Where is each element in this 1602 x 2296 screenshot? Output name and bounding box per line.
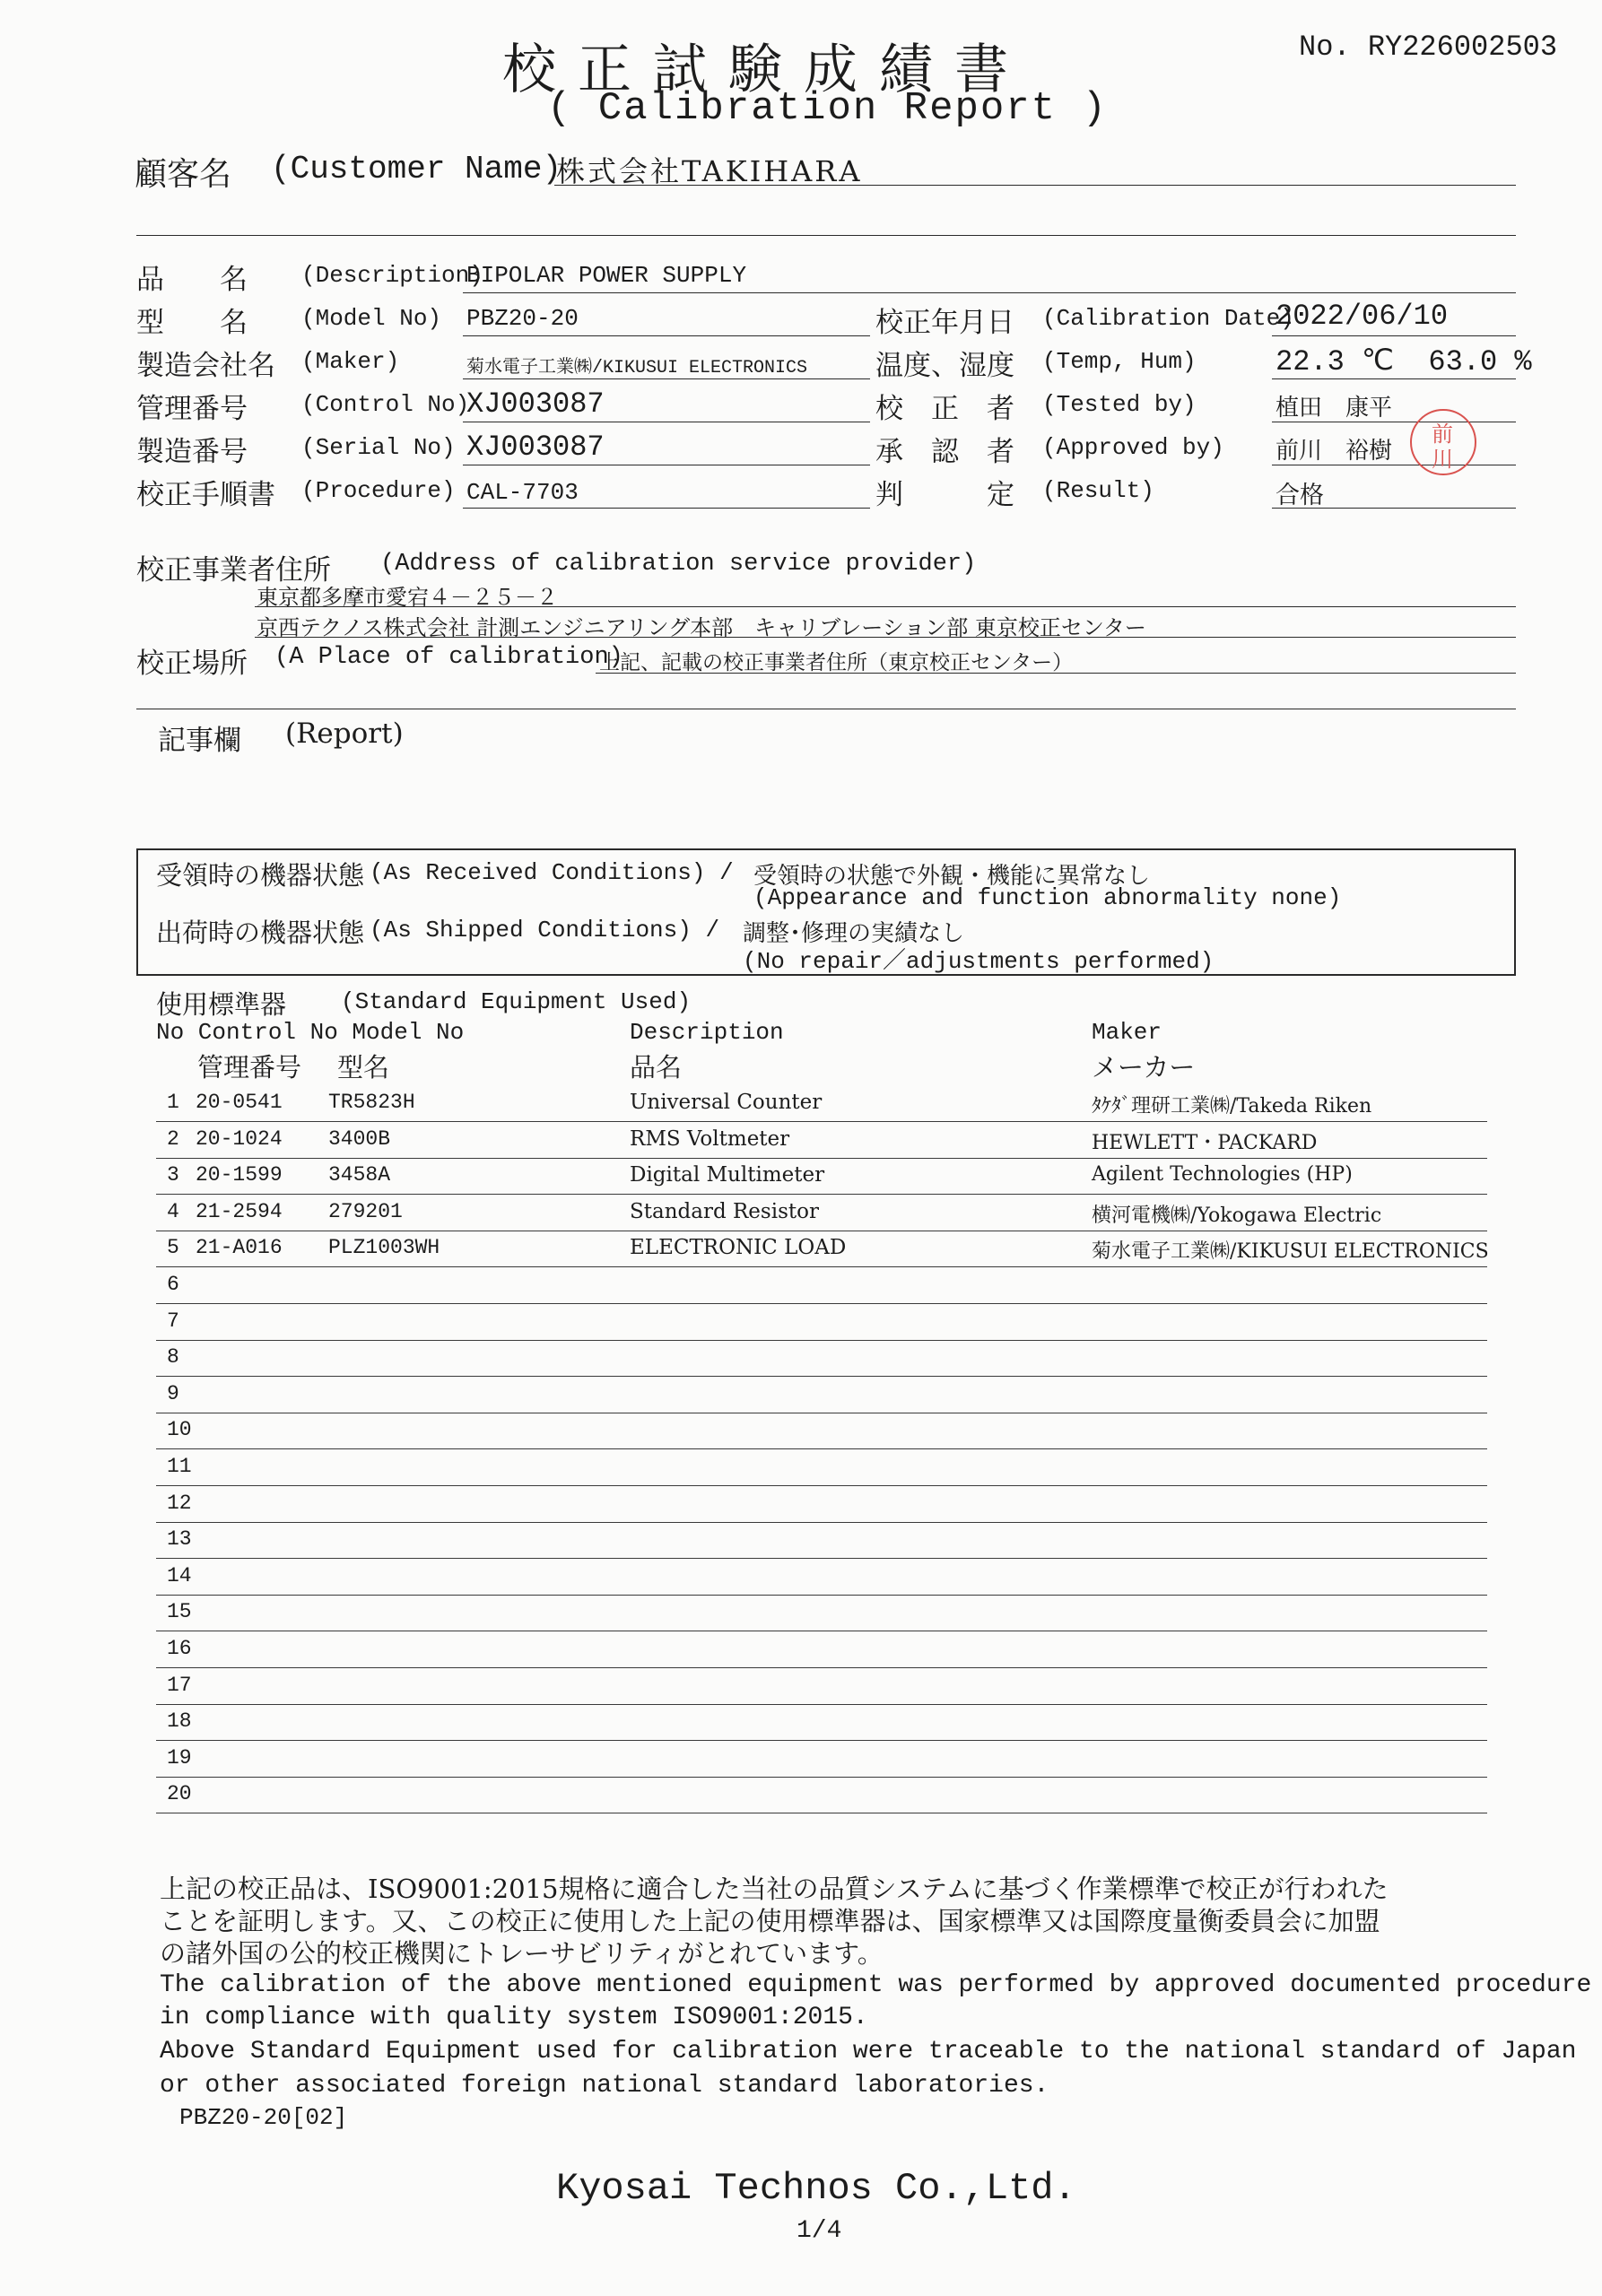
equipment-head-maker-en: Maker — [1092, 1019, 1162, 1046]
cell-no: 15 — [167, 1600, 192, 1623]
cell-no: 11 — [167, 1455, 192, 1478]
temphum-value: 22.3 ℃ 63.0 % — [1276, 345, 1532, 378]
cell-desc: ELECTRONIC LOAD — [630, 1236, 847, 1259]
cell-model: TR5823H — [328, 1091, 415, 1114]
footer-jp-line-2: ことを証明します。又、この校正に使用した上記の使用標準器は、国家標準又は国際度量衡委員会に加盟 — [160, 1906, 1380, 1936]
cell-control: 20-1599 — [196, 1163, 283, 1187]
equipment-head-control-jp: 管理番号 — [197, 1052, 302, 1083]
equipment-title-jp: 使用標準器 — [156, 989, 287, 1020]
report-number: No. RY226002503 — [1299, 30, 1558, 64]
table-row — [156, 1413, 1487, 1449]
seal-char-bottom: 川 — [1432, 447, 1453, 472]
serial-label-jp: 製造番号 — [136, 436, 248, 468]
model-label-jp: 型 名 — [136, 307, 248, 339]
shipped-label-en: (As Shipped Conditions) / — [370, 917, 720, 944]
document-title-jp: 校正試験成績書 — [502, 39, 1030, 101]
cell-maker: HEWLETT・PACKARD — [1092, 1132, 1318, 1154]
table-row — [156, 1522, 1487, 1559]
table-row — [156, 1085, 1487, 1122]
table-row — [156, 1340, 1487, 1377]
result-underline — [1272, 508, 1516, 509]
table-row — [156, 1704, 1487, 1741]
maker-label-jp: 製造会社名 — [136, 350, 275, 382]
equipment-head-desc-jp: 品名 — [630, 1052, 683, 1083]
procedure-underline — [463, 508, 870, 509]
caldate-label-jp: 校正年月日 — [875, 307, 1014, 339]
cell-control: 20-1024 — [196, 1127, 283, 1151]
table-row — [156, 1777, 1487, 1813]
testedby-label-en: (Tested by) — [1042, 391, 1197, 418]
serial-value: XJ003087 — [466, 430, 605, 464]
caldate-underline — [1272, 335, 1516, 336]
cell-model: PLZ1003WH — [328, 1236, 440, 1259]
cell-no: 6 — [167, 1273, 179, 1296]
table-row — [156, 1595, 1487, 1631]
section-divider — [136, 235, 1516, 236]
table-row — [156, 1449, 1487, 1486]
issuer-company: Kyosai Technos Co.,Ltd. — [556, 2167, 1076, 2210]
temphum-underline — [1272, 378, 1516, 379]
description-value: BIPOLAR POWER SUPPLY — [466, 262, 747, 289]
temphum-label-jp: 温度、湿度 — [875, 350, 1014, 382]
provider-address: 東京都多摩市愛宕４－２５－２ — [257, 585, 558, 610]
table-row — [156, 1631, 1487, 1668]
description-label-en: (Description) — [301, 262, 483, 289]
maker-label-en: (Maker) — [301, 348, 400, 375]
control-label-en: (Control No) — [301, 391, 470, 418]
control-value: XJ003087 — [466, 387, 605, 421]
equipment-title-en: (Standard Equipment Used) — [341, 988, 692, 1015]
testedby-value: 植田 康平 — [1276, 395, 1393, 422]
cell-no: 17 — [167, 1674, 192, 1697]
cell-no: 8 — [167, 1345, 179, 1369]
cell-desc: Standard Resistor — [630, 1200, 819, 1223]
maker-value: 菊水電子工業㈱/KIKUSUI ELECTRONICS — [466, 358, 808, 378]
cell-no: 18 — [167, 1709, 192, 1733]
table-row — [156, 1486, 1487, 1523]
cell-no: 7 — [167, 1309, 179, 1333]
table-row — [156, 1231, 1487, 1267]
table-row — [156, 1122, 1487, 1159]
place-label-jp: 校正場所 — [136, 648, 248, 680]
footer-jp-line-1: 上記の校正品は、ISO9001:2015規格に適合した当社の品質システムに基づく作業標準で校正が行われた — [160, 1874, 1389, 1904]
cell-model: 3400B — [328, 1127, 391, 1151]
caldate-label-en: (Calibration Date) — [1042, 305, 1294, 332]
table-row — [156, 1304, 1487, 1341]
table-row — [156, 1668, 1487, 1705]
form-code: PBZ20-20[02] — [179, 2104, 348, 2131]
equipment-head-model-jp: 型名 — [337, 1052, 390, 1083]
cell-no: 4 — [167, 1200, 179, 1223]
cell-no: 3 — [167, 1163, 179, 1187]
footer-jp-line-3: の諸外国の公的校正機関にトレーサビリティがとれています。 — [160, 1938, 884, 1969]
received-value-en: (Appearance and function abnormality none) — [753, 884, 1342, 911]
result-label-en: (Result) — [1042, 477, 1154, 504]
description-underline — [463, 292, 1516, 293]
provider-company: 京西テクノス株式会社 計測エンジニアリング本部 キャリブレーション部 東京校正センター — [257, 615, 1146, 640]
procedure-value: CAL-7703 — [466, 479, 579, 506]
caldate-value: 2022/06/10 — [1276, 300, 1449, 333]
cell-no: 1 — [167, 1091, 179, 1114]
cell-control: 21-2594 — [196, 1200, 283, 1223]
place-underline — [596, 673, 1516, 674]
result-value: 合格 — [1276, 482, 1324, 509]
equipment-head-en: No Control No Model No — [156, 1019, 465, 1046]
page-number: 1/4 — [797, 2217, 842, 2245]
place-value: 上記、記載の校正事業者住所（東京校正センター） — [599, 651, 1074, 674]
approvedby-label-jp: 承 認 者 — [875, 436, 1014, 468]
equipment-head-desc-en: Description — [630, 1019, 784, 1046]
procedure-label-jp: 校正手順書 — [136, 479, 275, 511]
received-value-jp: 受領時の状態で外観・機能に異常なし — [753, 863, 1151, 890]
provider-label-en: (Address of calibration service provider) — [380, 551, 977, 578]
cell-model: 3458A — [328, 1163, 391, 1187]
footer-en-line-4: or other associated foreign national standard laboratories. — [160, 2072, 1049, 2100]
footer-en-line-2: in compliance with quality system ISO9001:2015. — [160, 2004, 868, 2031]
shipped-value-jp: 調整･修理の実績なし — [743, 920, 965, 947]
footer-en-line-1: The calibration of the above mentioned equipment was performed by approved documented procedure — [160, 1971, 1592, 1999]
cell-no: 12 — [167, 1492, 192, 1515]
cell-model: 279201 — [328, 1200, 403, 1223]
cell-no: 14 — [167, 1564, 192, 1587]
temphum-label-en: (Temp, Hum) — [1042, 348, 1197, 375]
provider-company-underline — [255, 637, 1516, 638]
footer-en-line-3: Above Standard Equipment used for calibration were traceable to the national standard of Japan — [160, 2038, 1577, 2066]
cell-control: 20-0541 — [196, 1091, 283, 1114]
description-label-jp: 品 名 — [136, 264, 248, 296]
table-row — [156, 1158, 1487, 1195]
customer-label-jp: 顧客名 — [135, 156, 232, 193]
seal-char-top: 前 — [1432, 422, 1453, 447]
cell-no: 16 — [167, 1637, 192, 1660]
table-row — [156, 1267, 1487, 1304]
cell-maker: ﾀｹﾀﾞ理研工業㈱/Takeda Riken — [1092, 1095, 1372, 1118]
cell-maker: Agilent Technologies (HP) — [1092, 1163, 1353, 1186]
received-label-jp: 受領時の機器状態 — [156, 860, 365, 891]
received-label-en: (As Received Conditions) / — [370, 859, 734, 886]
table-row — [156, 1377, 1487, 1413]
model-underline — [463, 335, 870, 336]
report-label-jp: 記事欄 — [158, 725, 241, 757]
shipped-label-jp: 出荷時の機器状態 — [156, 918, 365, 948]
cell-no: 10 — [167, 1418, 192, 1441]
serial-label-en: (Serial No) — [301, 434, 456, 461]
cell-no: 20 — [167, 1782, 192, 1805]
approvedby-label-en: (Approved by) — [1042, 434, 1224, 461]
procedure-label-en: (Procedure) — [301, 477, 456, 504]
model-value: PBZ20-20 — [466, 305, 579, 332]
cell-no: 5 — [167, 1236, 179, 1259]
cell-desc: Digital Multimeter — [630, 1163, 825, 1187]
cell-control: 21-A016 — [196, 1236, 283, 1259]
control-label-jp: 管理番号 — [136, 393, 248, 425]
testedby-label-jp: 校 正 者 — [875, 393, 1014, 425]
cell-no: 19 — [167, 1746, 192, 1770]
document-title-en: ( Calibration Report ) — [547, 86, 1108, 131]
provider-label-jp: 校正事業者住所 — [136, 554, 331, 587]
result-label-jp: 判 定 — [875, 479, 1014, 511]
cell-desc: RMS Voltmeter — [630, 1127, 790, 1151]
maker-underline — [463, 378, 870, 379]
place-label-en: (A Place of calibration) — [274, 644, 623, 671]
customer-underline — [554, 185, 1516, 186]
table-row — [156, 1559, 1487, 1596]
model-label-en: (Model No) — [301, 305, 442, 332]
cell-no: 13 — [167, 1527, 192, 1551]
cell-desc: Universal Counter — [630, 1091, 823, 1114]
table-row — [156, 1195, 1487, 1231]
equipment-head-maker-jp: メーカー — [1092, 1052, 1196, 1083]
table-row — [156, 1741, 1487, 1778]
customer-name: 株式会社TAKIHARA — [556, 154, 863, 188]
shipped-value-en: (No repair／adjustments performed) — [743, 948, 1215, 975]
cell-maker: 横河電機㈱/Yokogawa Electric — [1092, 1205, 1382, 1227]
approval-seal — [1410, 409, 1476, 475]
cell-maker: 菊水電子工業㈱/KIKUSUI ELECTRONICS — [1092, 1240, 1489, 1263]
cell-no: 2 — [167, 1127, 179, 1151]
approvedby-value: 前川 裕樹 — [1276, 438, 1393, 465]
customer-label-en: (Customer Name) — [271, 151, 562, 187]
report-label-en: (Report) — [285, 718, 404, 750]
provider-address-underline — [255, 606, 1516, 607]
cell-no: 9 — [167, 1382, 179, 1405]
